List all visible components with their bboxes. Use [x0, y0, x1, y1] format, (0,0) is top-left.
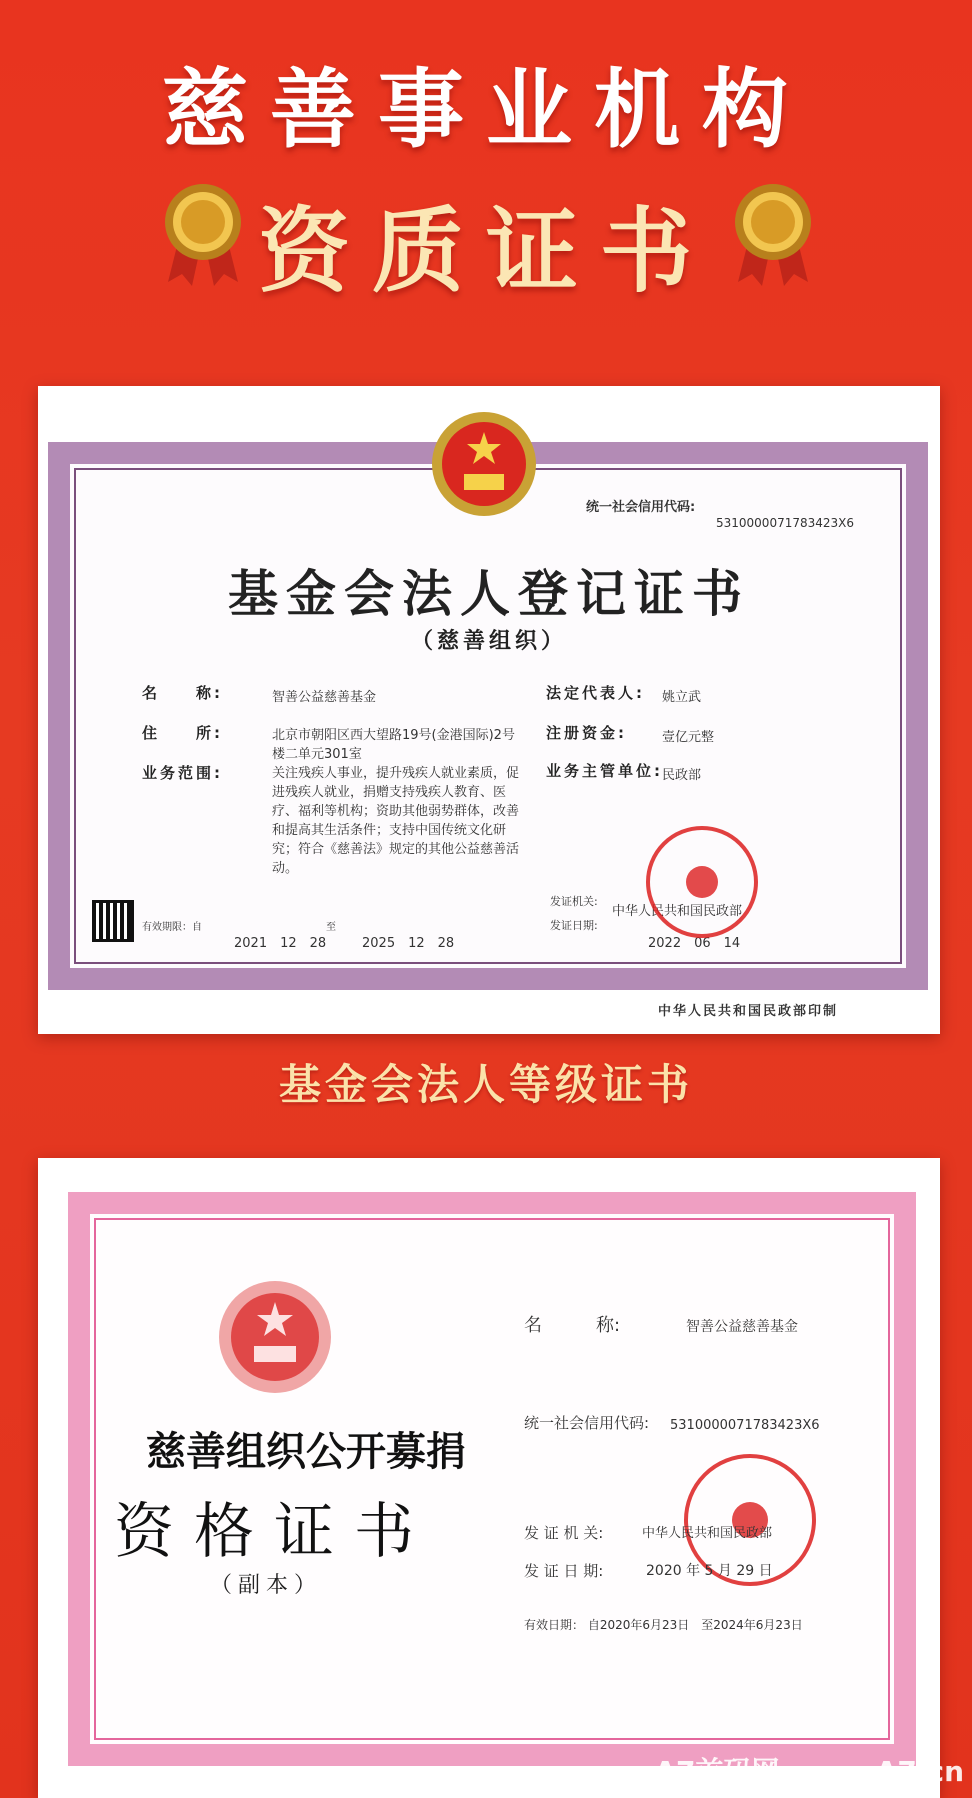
issue-date-label: 发证日期: — [550, 919, 598, 932]
certificate-title-line2: 资格证书 — [114, 1497, 434, 1567]
legal-rep-value: 姚立武 — [662, 690, 702, 705]
name-value: 智善公益慈善基金 — [686, 1319, 798, 1335]
address-value: 北京市朝阳区西大望路19号(金港国际)2号楼二单元301室 — [272, 728, 515, 762]
qr-code — [92, 900, 134, 942]
validity-label: 有效期限：自 — [142, 922, 202, 933]
supervisor-value: 民政部 — [662, 768, 702, 783]
national-emblem-icon — [216, 1278, 334, 1396]
scope-value: 关注残疾人事业，提升残疾人就业素质，促进残疾人就业，捐赠支持残疾人教育、医疗、福利等机构；资助其他弱势群体，改善和提高其生活条件；支持中国传统文化研究；符合《慈善法》规定的其他公益慈善活动。 — [272, 766, 520, 876]
credit-code-label: 统一社会信用代码: — [524, 1414, 650, 1432]
name-label: 名 称: — [142, 684, 223, 702]
registration-certificate — [38, 386, 940, 1034]
capital-label: 注册资金: — [546, 724, 627, 742]
scope-label: 业务范围: — [142, 764, 223, 782]
certificate-title-line1: 慈善组织公开募捐 — [146, 1429, 466, 1475]
supervisor-label: 业务主管单位: — [546, 762, 663, 780]
printer-note: 中华人民共和国民政部印制 — [658, 1004, 839, 1019]
validity-text: 有效日期： 自2020年6月23日 至2024年6月23日 — [524, 1618, 803, 1632]
validity-from: 2021 12 28 — [234, 936, 327, 951]
issuer-value: 中华人民共和国民政部 — [612, 904, 743, 919]
certificate-subtitle: （慈善组织） — [410, 628, 567, 654]
legal-rep-label: 法定代表人: — [546, 684, 645, 702]
name-label: 名 称: — [524, 1315, 621, 1336]
issuer-label: 发证机关: — [550, 895, 598, 908]
validity-to-label: 至 — [326, 922, 336, 933]
credit-code-value: 5310000071783423X6 — [670, 1418, 820, 1433]
address-label: 住 所: — [142, 724, 223, 742]
credit-code-value: 5310000071783423X6 — [716, 516, 855, 530]
capital-value: 壹亿元整 — [662, 730, 715, 745]
copy-note: （副本） — [210, 1573, 323, 1598]
page-subtitle: 资质证书 — [257, 198, 714, 305]
issuer-label: 发 证 机 关: — [524, 1524, 604, 1542]
credit-code-label: 统一社会信用代码: — [586, 500, 696, 515]
site-watermark: A7首码网 www.A7.cn — [654, 1755, 964, 1788]
fundraising-certificate — [38, 1158, 940, 1798]
issue-date-value: 2022 06 14 — [648, 936, 741, 951]
issuer-value: 中华人民共和国民政部 — [642, 1526, 773, 1541]
validity-to: 2025 12 28 — [362, 936, 455, 951]
official-seal — [646, 826, 758, 938]
issue-date-value: 2020 年 5 月 29 日 — [646, 1563, 773, 1579]
national-emblem-icon — [430, 410, 538, 518]
certificate-title: 基金会法人登记证书 — [228, 564, 750, 623]
page-title: 慈善事业机构 — [162, 60, 810, 160]
section-title: 基金会法人等级证书 — [278, 1060, 693, 1109]
name-value: 智善公益慈善基金 — [272, 690, 377, 705]
issue-date-label: 发 证 日 期: — [524, 1562, 604, 1580]
